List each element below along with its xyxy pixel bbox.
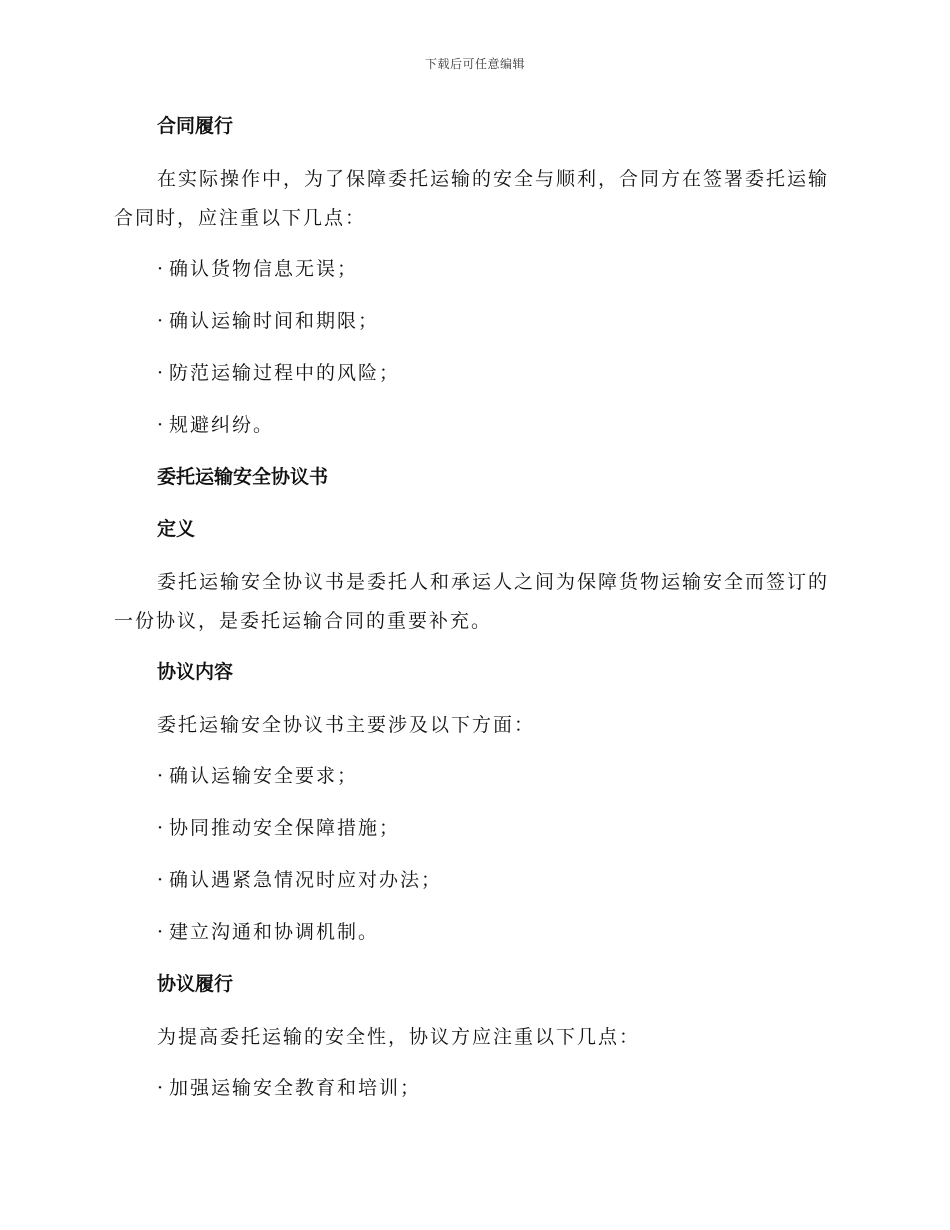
bullet-glyph: ·	[157, 921, 166, 943]
list-item-text: 确认运输时间和期限；	[169, 310, 380, 332]
document-body	[114, 108, 834, 1122]
section-heading-agreement-performance: 协议履行	[157, 973, 234, 995]
bullet-glyph: ·	[157, 817, 166, 839]
bullet-glyph: ·	[157, 765, 166, 787]
section-heading-definition: 定义	[157, 518, 196, 540]
section-heading-safety-agreement: 委托运输安全协议书	[157, 466, 329, 488]
section-heading-agreement-content: 协议内容	[157, 661, 234, 683]
list-item-text: 确认运输安全要求；	[169, 765, 359, 787]
list-item	[157, 810, 834, 846]
list-item-text: 加强运输安全教育和培训；	[169, 1077, 422, 1099]
bullet-glyph: ·	[157, 869, 166, 891]
section-heading-contract-performance: 合同履行	[157, 115, 234, 137]
list-item	[157, 758, 834, 794]
list-item	[157, 1070, 834, 1106]
paragraph-definition: 委托运输安全协议书是委托人和承运人之间为保障货物运输安全而签订的一份协议，是委托运输合同的重要补充。	[114, 571, 830, 632]
list-item	[157, 355, 834, 391]
list-item	[157, 914, 834, 950]
list-item	[157, 862, 834, 898]
bullet-glyph: ·	[157, 310, 166, 332]
bullet-glyph: ·	[157, 362, 166, 384]
paragraph-contract-performance: 在实际操作中，为了保障委托运输的安全与顺利，合同方在签署委托运输合同时，应注重以下几点：	[114, 168, 830, 229]
list-item-text: 确认货物信息无误；	[169, 258, 359, 280]
list-item	[157, 407, 834, 443]
list-item-text: 确认遇紧急情况时应对办法；	[169, 869, 443, 891]
paragraph-agreement-content: 委托运输安全协议书主要涉及以下方面：	[157, 714, 536, 736]
paragraph-agreement-performance: 为提高委托运输的安全性，协议方应注重以下几点：	[157, 1026, 641, 1048]
page-header: 下载后可任意编辑	[424, 57, 525, 71]
list-item	[157, 251, 834, 287]
list-item-text: 协同推动安全保障措施；	[169, 817, 401, 839]
list-item-text: 防范运输过程中的风险；	[169, 362, 401, 384]
bullet-glyph: ·	[157, 414, 166, 436]
bullet-glyph: ·	[157, 1077, 166, 1099]
list-item-text: 规避纠纷。	[169, 414, 275, 436]
list-item	[157, 303, 834, 339]
bullet-glyph: ·	[157, 258, 166, 280]
list-item-text: 建立沟通和协调机制。	[169, 921, 380, 943]
